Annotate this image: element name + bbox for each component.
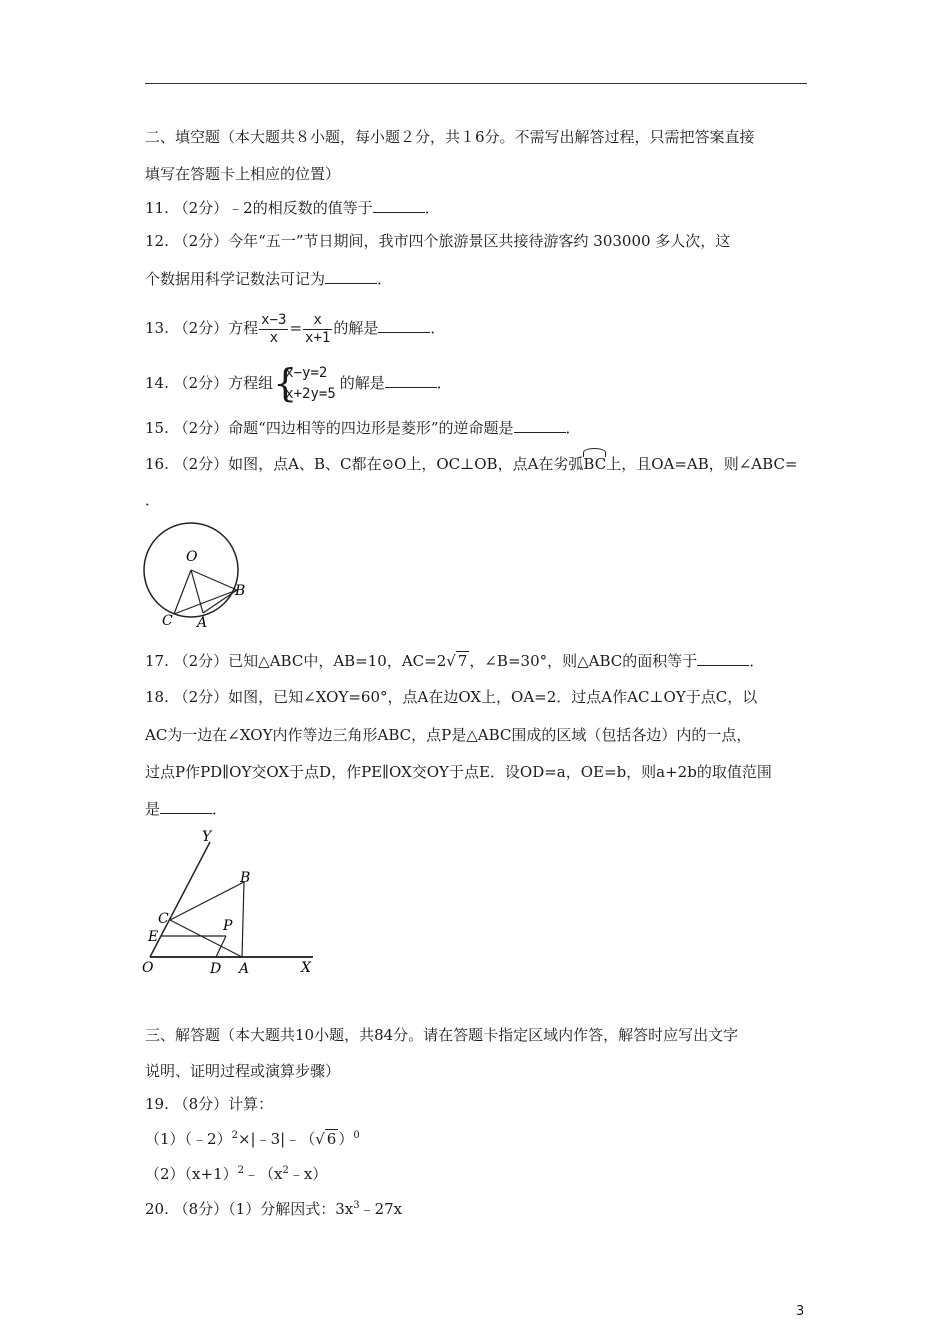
segment-pd: [216, 936, 226, 957]
label-o: O: [186, 549, 198, 565]
label-d: D: [210, 961, 222, 977]
answer-blank: [514, 418, 566, 433]
answer-blank: [160, 799, 212, 814]
ray-oy: [150, 842, 210, 957]
label-a: A: [197, 615, 208, 630]
question-15: 15. （2分）命题“四边相等的四边形是菱形”的逆命题是 ．: [145, 419, 581, 437]
label-b: B: [235, 583, 246, 599]
fraction-left: $\frac{x-3}{x}$: [261, 311, 287, 346]
label-o: O: [142, 960, 154, 976]
fraction-right: $\frac{x}{x+1}$: [305, 311, 331, 346]
label-c: C: [158, 911, 169, 927]
question-18-line3: 过点P作PD∥OY交OX于点D，作PE∥OX交OY于点E．设OD=a，OE=b，则a+2b的取值范围: [145, 763, 772, 781]
question-12-line2: 个数据用科学记数法可记为 ．: [145, 270, 393, 288]
equation-system: { x−y=2 x+2y=5: [273, 361, 336, 405]
q11-text: 11. （2分）﹣2的相反数的值等于: [145, 199, 373, 217]
answer-blank: [373, 198, 425, 213]
answer-blank: [697, 651, 749, 666]
answer-blank: [385, 373, 437, 388]
segment-ba: [242, 882, 244, 957]
question-11: 11. （2分）﹣2的相反数的值等于 ．: [145, 199, 440, 217]
answer-blank: [325, 269, 377, 284]
question-14: 14. （2分）方程组 { x−y=2 x+2y=5 的解是 ．: [145, 361, 452, 405]
arc-bc: BC: [583, 452, 606, 474]
figure-circle-oabc: [140, 515, 255, 630]
label-y: Y: [202, 829, 212, 845]
segment-ob: [191, 570, 237, 590]
question-13: 13. （2分）方程 $\frac{x-3}{x}$ = $\frac{x}{x+1}$ 的解是 ．: [145, 311, 446, 346]
label-e: E: [148, 929, 159, 945]
question-17: 17. （2分）已知△ABC中，AB=10，AC=2√ 7 ，∠B=30°，则△ABC的面积等于 ．: [145, 652, 765, 670]
sqrt-6: √ 6: [315, 1130, 337, 1148]
label-a: A: [239, 961, 250, 977]
label-p: P: [223, 918, 233, 934]
segment-cb: [174, 590, 237, 614]
question-16: 16. （2分）如图，点A、B、C都在⊙O上，OC⊥OB，点A在劣弧BC上，且OA=AB，则∠ABC=: [145, 452, 798, 474]
label-c: C: [162, 613, 173, 629]
question-19-part2: $(2)(x+1)^2﹣(x^2﹣x)$: [145, 1165, 328, 1183]
question-18-line2: AC为一边在∠XOY内作等边三角形ABC，点P是△ABC围成的区域（包括各边）内的一点，: [145, 726, 752, 744]
answer-blank: [378, 318, 430, 333]
page-number: 3: [796, 1304, 805, 1319]
segment-oc: [174, 570, 191, 614]
sqrt-7: √ 7: [446, 652, 468, 670]
section2-heading-line1: 二、填空题（本大题共８小题，每小题２分，共１6分。不需写出解答过程，只需把答案直接: [145, 128, 755, 146]
section3-heading-line1: 三、解答题（本大题共10小题，共84分。请在答题卡指定区域内作答，解答时应写出文字: [145, 1026, 739, 1044]
section3-heading-line2: 说明、证明过程或演算步骤）: [145, 1062, 341, 1080]
question-18-line4: 是 ．: [145, 800, 228, 818]
section2-heading-line2: 填写在答题卡上相应的位置）: [145, 165, 341, 183]
label-b: B: [240, 870, 251, 886]
left-brace: {: [273, 361, 298, 405]
label-x: X: [301, 960, 311, 976]
question-19-title: 19. （8分）计算：: [145, 1095, 274, 1113]
header-rule: [145, 83, 807, 84]
question-19-part1: （1）（﹣2）$^2$×|﹣3|﹣（√ 6 ）$^0$: [145, 1130, 360, 1148]
question-18-line1: 18. （2分）如图，已知∠XOY=60°，点A在边OX上，OA=2．过点A作AC⊥OY于点C，以: [145, 688, 758, 706]
segment-cb: [170, 882, 244, 920]
figure-angle-xoy: [138, 825, 328, 980]
question-12-line1: 12. （2分）今年“五一”节日期间，我市四个旅游景区共接待游客约 303000 多人次，这: [145, 232, 731, 250]
question-16-line2: ．: [145, 491, 161, 509]
question-20: 20. （8分）（1）分解因式：$3x^3﹣27x$: [145, 1200, 403, 1218]
